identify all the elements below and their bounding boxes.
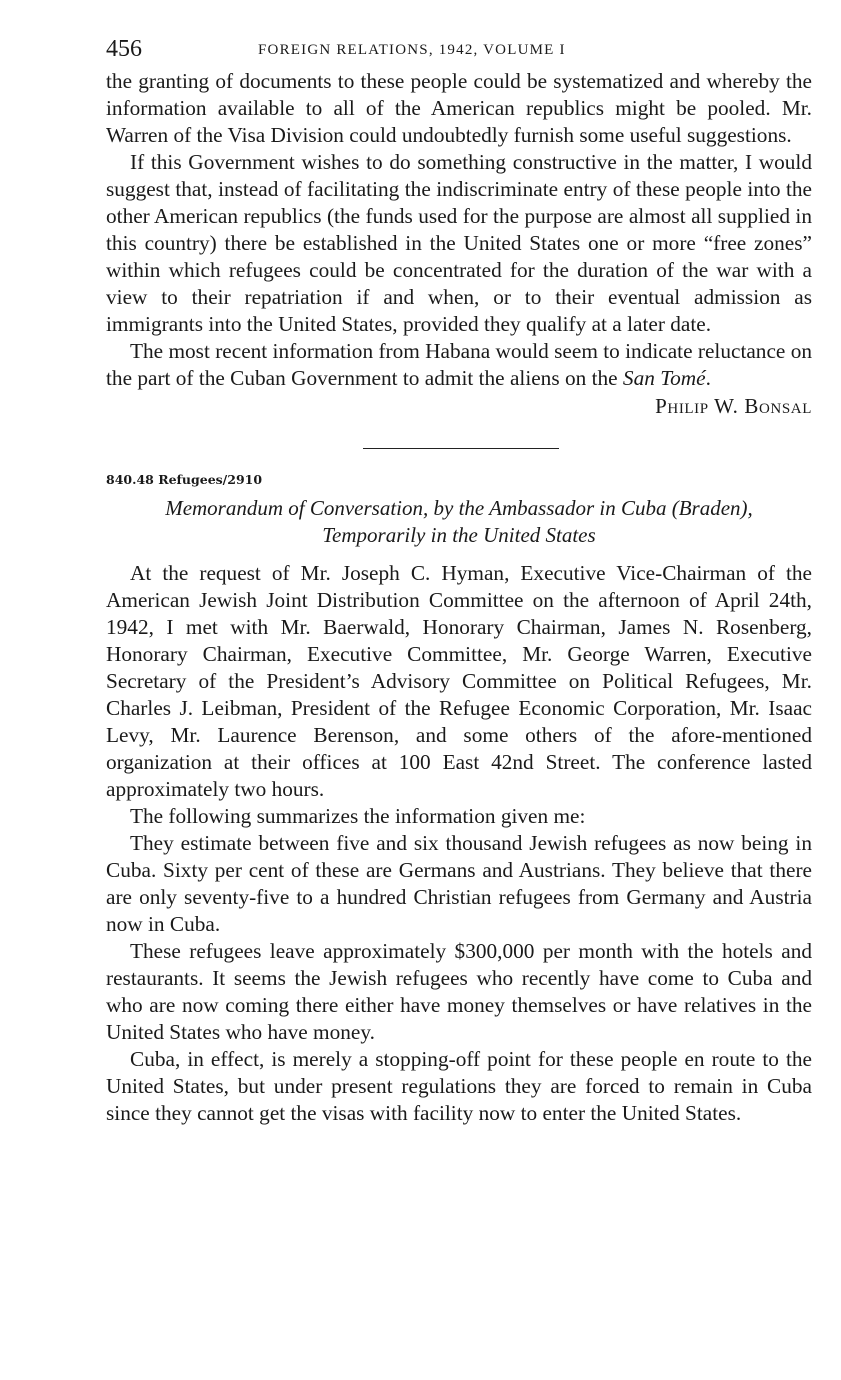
title-spacer (106, 549, 812, 560)
page-header (106, 34, 812, 64)
free-zones-paragraph: If this Government wishes to do something constructive in the matter, I would suggest that, instead of facilitating the indiscriminate entry of these people into the other American republics (the funds used for the purpose are almost all supplied in this country) there be established in the United States one or more “free zones” within which refugees could be concentrated for the duration of the war with a view to their repatriation if and when, or to their eventual admission as immigrants into the United States, provided they qualify at a later date. (106, 150, 812, 336)
memo-paragraph-stopping-point: Cuba, in effect, is merely a stopping-off point for these people en route to the United States, but under present regulations they are forced to remain in Cuba since they cannot get the visas with facility now to enter the United States. (106, 1047, 812, 1125)
ship-name: San Tomé (622, 366, 706, 390)
signature: Philip W. Bonsal (655, 394, 812, 418)
habana-paragraph (106, 338, 812, 392)
document-title-line-1: Memorandum of Conversation, by the Ambassador in Cuba (Braden), (165, 496, 753, 520)
memo-paragraph-meeting: At the request of Mr. Joseph C. Hyman, Executive Vice-Chairman of the American Jewish Joint Distribution Committee on the afternoon of April 24th, 1942, I met with Mr. Baerwald, Honorary Chairman, James N. Rosenberg, Honorary Chairman, Executive Committee, Mr. George Warren, Executive Secretary of the President’s Advisory Committee on Political Refugees, Mr. Charles J. Leibman, President of the Refugee Economic Corporation, Mr. Isaac Levy, Mr. Laurence Berenson, and some others of the afore-mentioned organization at their offices at 100 East 42nd Street. The conference lasted approximately two hours. (106, 561, 812, 801)
document-title-line-2: Temporarily in the United States (322, 523, 596, 547)
running-head: FOREIGN RELATIONS, 1942, VOLUME I (258, 42, 566, 58)
memo-paragraph-spending: These refugees leave approximately $300,000 per month with the hotels and restaurants. It seems the Jewish refugees who recently have come to Cuba and who are now coming there either have money themselves or have relatives in the United States who have money. (106, 939, 812, 1044)
document-title (106, 495, 812, 549)
continuation-paragraph: the granting of documents to these people could be systematized and whereby the information available to all of the American republics might be pooled. Mr. Warren of the Visa Division could undoubtedly furnish some useful suggestions. (106, 69, 812, 147)
file-number: 840.48 Refugees/2910 (106, 472, 263, 487)
memo-paragraph-refugee-estimate: They estimate between five and six thousand Jewish refugees as now being in Cuba. Sixty per cent of these are Germans and Austrians. They believe that there are only seventy-five to a hundred Christian refugees from Germany and Austria now in Cuba. (106, 831, 812, 936)
section-divider (363, 448, 559, 449)
document-page (106, 34, 812, 1127)
memo-paragraph-summary-intro: The following summarizes the information given me: (130, 804, 586, 828)
habana-text: The most recent information from Habana would seem to indicate reluctance on the part of the Cuban Government to admit the aliens on the (106, 339, 812, 390)
page-number: 456 (106, 36, 142, 62)
habana-text-end: . (705, 366, 711, 390)
